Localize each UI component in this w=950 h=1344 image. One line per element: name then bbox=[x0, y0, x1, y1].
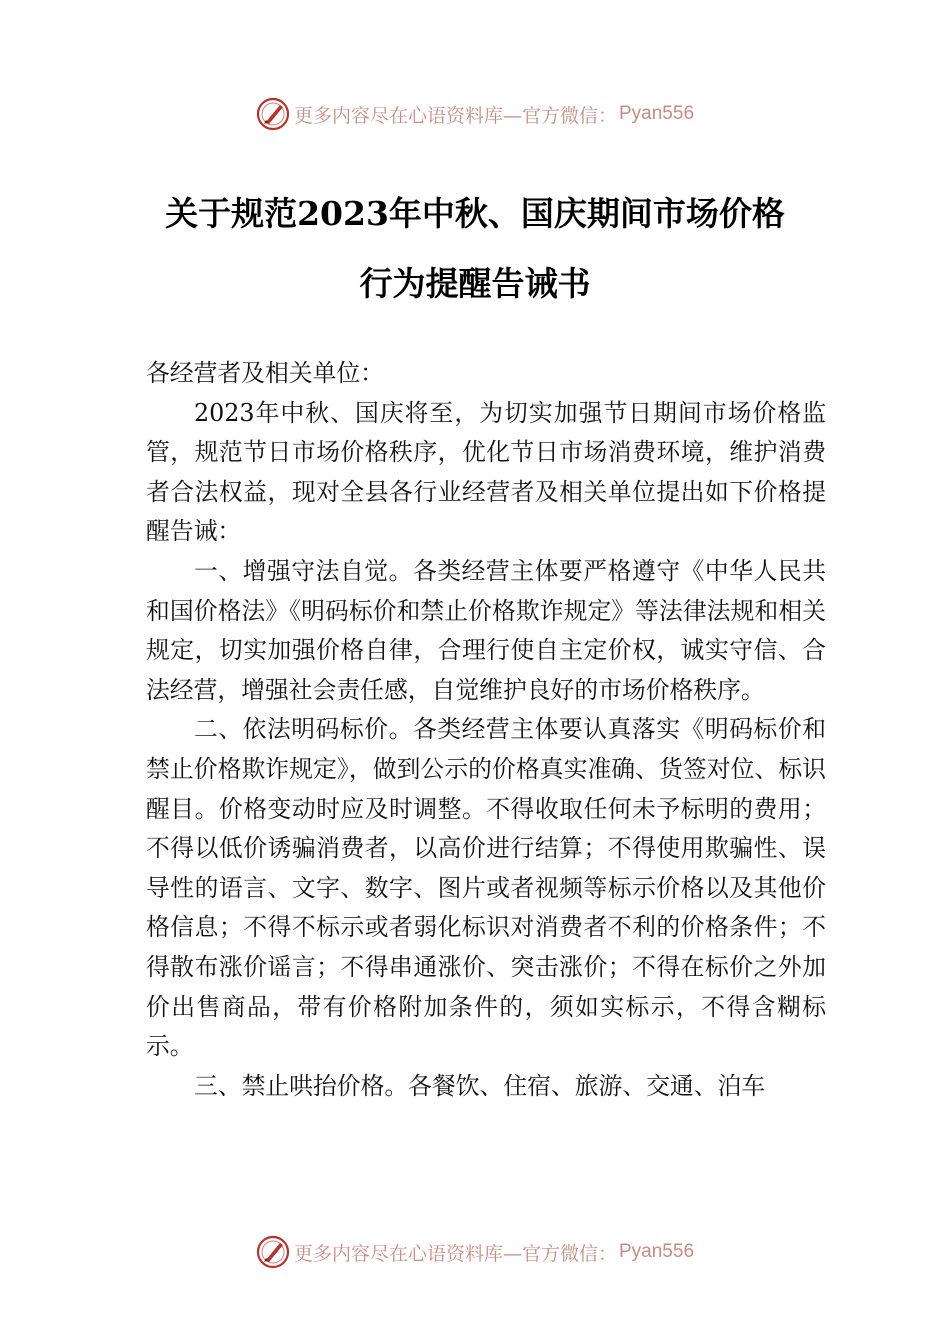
document-title-line-1: 关于规范2023年中秋、国庆期间市场价格 bbox=[165, 194, 785, 233]
watermark-wechat-id: Pyan556 bbox=[619, 103, 695, 124]
seal-quill-logo-icon bbox=[256, 1235, 290, 1269]
intro-paragraph: 2023年中秋、国庆将至，为切实加强节日期间市场价格监管，规范节日市场价格秩序，优化节日市场消费环境，维护消费者合法权益，现对全县各行业经营者及相关单位提出如下价格提醒告诫： bbox=[146, 398, 826, 546]
document-title-line-2: 行为提醒告诫书 bbox=[359, 264, 591, 303]
watermark-header bbox=[0, 94, 950, 134]
watermark-footer bbox=[0, 1232, 950, 1272]
item-3-paragraph: 三、禁止哄抬价格。各餐饮、住宿、旅游、交通、泊车 bbox=[194, 1071, 766, 1100]
document-body bbox=[146, 354, 826, 1106]
watermark-text: 更多内容尽在心语资料库—官方微信： bbox=[293, 1242, 617, 1265]
salutation: 各经营者及相关单位： bbox=[146, 359, 384, 387]
item-1-paragraph: 一、增强守法自觉。各类经营主体要严格遵守《中华人民共和国价格法》《明码标价和禁止价格欺诈规定》等法律法规和相关规定，切实加强价格自律，合理行使自主定价权，诚实守信、合法经营，增强社会责任感，自觉维护良好的市场价格秩序。 bbox=[146, 556, 826, 704]
watermark-text: 更多内容尽在心语资料库—官方微信： bbox=[293, 104, 617, 127]
item-2-paragraph: 二、依法明码标价。各类经营主体要认真落实《明码标价和禁止价格欺诈规定》，做到公示的价格真实准确、货签对位、标识醒目。价格变动时应及时调整。不得收取任何未予标明的费用；不得以低价诱骗消费者，以高价进行结算；不得使用欺骗性、误导性的语言、文字、数字、图片或者视频等标示价格以及其他价格信息；不得不标示或者弱化标识对消费者不利的价格条件；不得散布涨价谣言；不得串通涨价、突击涨价；不得在标价之外加价出售商品，带有价格附加条件的，须如实标示，不得含糊标示。 bbox=[146, 715, 826, 1061]
seal-quill-logo-icon bbox=[256, 97, 290, 131]
watermark-wechat-id: Pyan556 bbox=[619, 1241, 695, 1262]
